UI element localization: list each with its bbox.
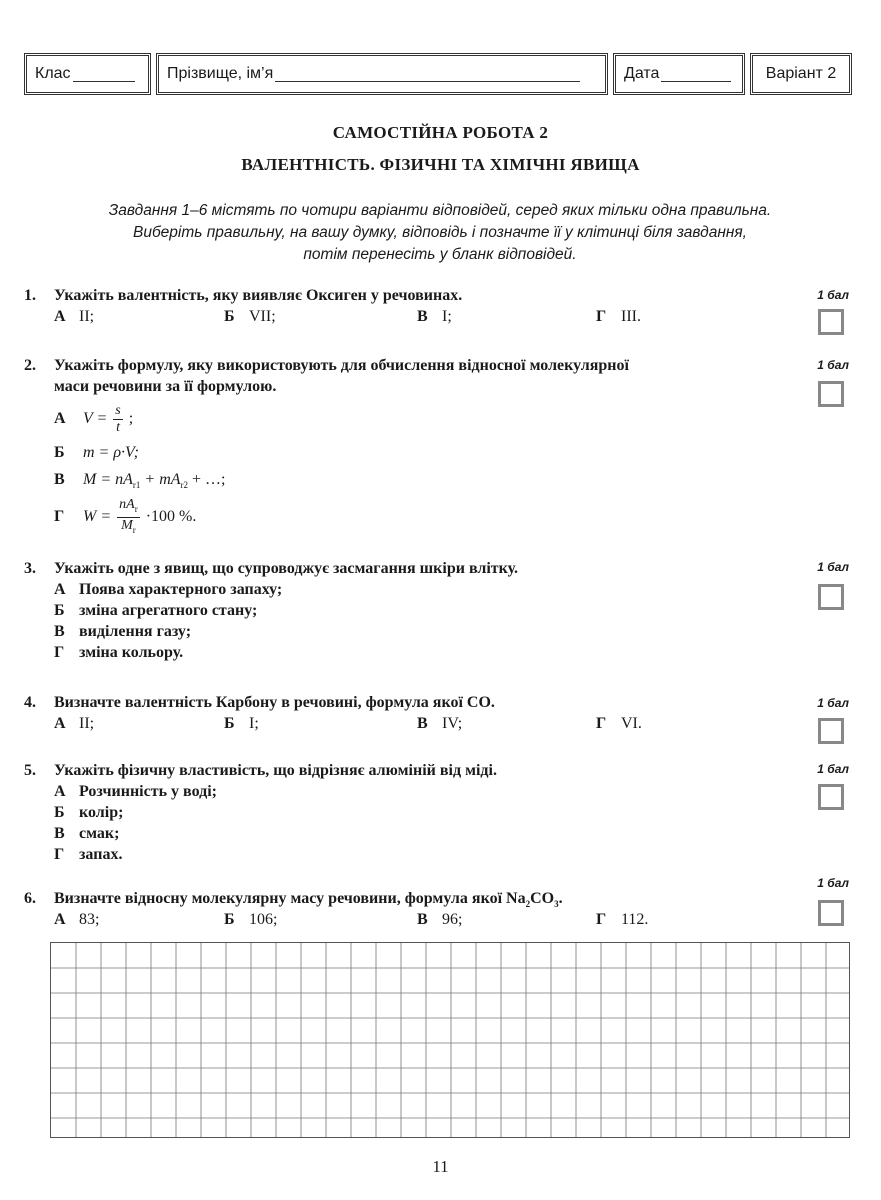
option-c[interactable] bbox=[417, 713, 462, 734]
answer-checkbox-1[interactable] bbox=[818, 309, 844, 335]
option-text: смак; bbox=[79, 825, 120, 842]
question-4 bbox=[24, 692, 804, 742]
option-letter: Б bbox=[54, 602, 65, 619]
question-text: Укажіть формулу, яку використовують для обчислення відносної молекулярної bbox=[54, 357, 629, 374]
option-letter: Б bbox=[224, 308, 235, 325]
option-b[interactable] bbox=[54, 442, 139, 463]
option-c[interactable] bbox=[54, 823, 119, 844]
answer-checkbox-3[interactable] bbox=[818, 584, 844, 610]
option-text: 96; bbox=[442, 911, 463, 928]
fraction-denominator: t bbox=[116, 420, 120, 435]
question-3 bbox=[24, 558, 804, 661]
formula-part: ·100 %. bbox=[145, 507, 197, 525]
question-number: 6. bbox=[24, 890, 36, 907]
formula-part: M = nA bbox=[83, 471, 133, 488]
option-letter: Г bbox=[54, 507, 65, 525]
option-text: зміна агрегатного стану; bbox=[79, 602, 258, 619]
option-letter: В bbox=[417, 308, 428, 325]
score-label: 1 бал bbox=[817, 876, 849, 890]
option-a[interactable] bbox=[54, 306, 94, 327]
page-subtitle: ВАЛЕНТНІСТЬ. ФІЗИЧНІ ТА ХІМІЧНІ ЯВИЩА bbox=[241, 155, 640, 174]
formula-subscript: r bbox=[132, 524, 136, 535]
option-d[interactable] bbox=[54, 642, 183, 663]
option-letter: Б bbox=[54, 444, 65, 461]
option-a[interactable] bbox=[54, 579, 282, 600]
option-letter: А bbox=[54, 581, 66, 598]
option-text: IV; bbox=[442, 715, 463, 732]
instruction-line: Виберіть правильну, на вашу думку, відповідь і позначте її у клітинці біля завдання, bbox=[133, 224, 747, 241]
option-b[interactable] bbox=[54, 802, 123, 823]
answer-checkbox-2[interactable] bbox=[818, 381, 844, 407]
option-letter: А bbox=[54, 410, 66, 428]
formula-molar-mass bbox=[83, 471, 226, 491]
option-letter: А bbox=[54, 308, 66, 325]
option-text: I; bbox=[442, 308, 452, 325]
option-text: виділення газу; bbox=[79, 623, 192, 640]
option-text: запах. bbox=[79, 846, 123, 863]
option-c[interactable] bbox=[417, 909, 462, 930]
option-text: II; bbox=[79, 715, 95, 732]
variant-label: Варіант 2 bbox=[765, 65, 837, 82]
grid-lines bbox=[51, 943, 849, 1137]
option-text: 83; bbox=[79, 911, 100, 928]
formula-subscript: 3 bbox=[554, 899, 559, 910]
question-text-part: CO bbox=[530, 890, 555, 907]
name-label: Прізвище, ім’я bbox=[167, 65, 274, 82]
question-text: Укажіть валентність, яку виявляє Оксиген у речовинах. bbox=[54, 287, 463, 304]
formula-mass: m = ρ·V; bbox=[83, 444, 139, 461]
option-letter: А bbox=[54, 911, 66, 928]
formula-part: + …; bbox=[188, 471, 226, 488]
question-number: 1. bbox=[24, 287, 36, 304]
option-d[interactable] bbox=[54, 497, 196, 538]
option-text: колір; bbox=[79, 804, 124, 821]
option-d[interactable] bbox=[54, 844, 122, 865]
option-d[interactable] bbox=[596, 713, 642, 734]
date-field[interactable] bbox=[613, 53, 745, 95]
question-number: 3. bbox=[24, 560, 36, 577]
option-b[interactable] bbox=[54, 600, 257, 621]
fraction-numerator: nA bbox=[119, 497, 135, 512]
question-text-part: . bbox=[558, 890, 563, 907]
option-b[interactable] bbox=[224, 306, 276, 327]
answer-checkbox-6[interactable] bbox=[818, 900, 844, 926]
option-c[interactable] bbox=[417, 306, 452, 327]
question-6 bbox=[24, 888, 804, 938]
option-text: Розчинність у воді; bbox=[79, 783, 217, 800]
option-text: I; bbox=[249, 715, 259, 732]
option-letter: В bbox=[417, 715, 428, 732]
option-a[interactable] bbox=[54, 403, 133, 436]
option-letter: Г bbox=[596, 308, 607, 325]
option-c[interactable] bbox=[54, 469, 226, 496]
option-text: VII; bbox=[249, 308, 276, 325]
fraction bbox=[117, 497, 140, 538]
question-text: Укажіть фізичну властивість, що відрізняє алюміній від міді. bbox=[54, 762, 497, 779]
option-letter: А bbox=[54, 783, 66, 800]
header-row bbox=[24, 53, 852, 95]
option-c[interactable] bbox=[54, 621, 191, 642]
option-letter: В bbox=[54, 825, 65, 842]
class-label: Клас bbox=[35, 65, 71, 82]
option-letter: Б bbox=[54, 804, 65, 821]
formula-subscript: r bbox=[134, 503, 138, 514]
option-letter: В bbox=[54, 623, 65, 640]
option-letter: Г bbox=[54, 846, 65, 863]
option-a[interactable] bbox=[54, 713, 94, 734]
question-number: 4. bbox=[24, 694, 36, 711]
option-b[interactable] bbox=[224, 909, 277, 930]
class-blank bbox=[73, 66, 135, 82]
page-number: 11 bbox=[432, 1157, 449, 1176]
option-d[interactable] bbox=[596, 306, 641, 327]
answer-checkbox-4[interactable] bbox=[818, 718, 844, 744]
option-letter: Б bbox=[224, 715, 235, 732]
score-label: 1 бал bbox=[817, 358, 849, 372]
option-letter: Б bbox=[224, 911, 235, 928]
formula-part: + mA bbox=[140, 471, 181, 488]
option-text: II; bbox=[79, 308, 95, 325]
option-text: Поява характерного запаху; bbox=[79, 581, 283, 598]
question-number: 2. bbox=[24, 357, 36, 374]
question-text-part: Визначте відносну молекулярну масу речовини, формула якої Na bbox=[54, 890, 526, 907]
formula-subscript: r2 bbox=[180, 480, 189, 491]
question-text: маси речовини за її формулою. bbox=[54, 378, 277, 395]
question-5 bbox=[24, 760, 804, 863]
name-blank bbox=[275, 66, 580, 82]
option-text: 112. bbox=[621, 911, 649, 928]
option-letter: А bbox=[54, 715, 66, 732]
option-text: III. bbox=[621, 308, 641, 325]
question-text: Визначте валентність Карбону в речовині, формула якої CO. bbox=[54, 694, 495, 711]
score-label: 1 бал bbox=[817, 762, 849, 776]
scratch-grid[interactable] bbox=[50, 942, 850, 1138]
name-field[interactable] bbox=[156, 53, 608, 95]
page-title: САМОСТІЙНА РОБОТА 2 bbox=[332, 123, 549, 142]
class-field[interactable] bbox=[24, 53, 151, 95]
fraction-numerator: s bbox=[115, 403, 121, 418]
fraction bbox=[113, 403, 122, 436]
score-label: 1 бал bbox=[817, 696, 849, 710]
option-letter: В bbox=[417, 911, 428, 928]
option-letter: Г bbox=[596, 715, 607, 732]
date-blank bbox=[661, 66, 731, 82]
question-number: 5. bbox=[24, 762, 36, 779]
formula-subscript: 2 bbox=[525, 899, 531, 910]
date-label: Дата bbox=[624, 65, 660, 82]
instruction-line: Завдання 1–6 містять по чотири варіанти відповідей, серед яких тільки одна правильна. bbox=[108, 202, 772, 219]
score-label: 1 бал bbox=[817, 288, 849, 302]
formula-part: ; bbox=[128, 410, 134, 428]
option-text: 106; bbox=[249, 911, 278, 928]
option-letter: Г bbox=[596, 911, 607, 928]
option-letter: В bbox=[54, 471, 65, 488]
option-text: зміна кольору. bbox=[79, 644, 184, 661]
instructions bbox=[40, 200, 840, 266]
score-label: 1 бал bbox=[817, 560, 849, 574]
option-a[interactable] bbox=[54, 781, 217, 802]
instruction-line: потім перенесіть у бланк відповідей. bbox=[303, 246, 577, 263]
option-text: VI. bbox=[621, 715, 642, 732]
question-text: Укажіть одне з явищ, що супроводжує засмагання шкіри влітку. bbox=[54, 560, 519, 577]
fraction-denominator: M bbox=[121, 517, 133, 533]
question-text bbox=[54, 888, 563, 915]
formula-part: W = bbox=[83, 507, 112, 525]
option-a[interactable] bbox=[54, 909, 99, 930]
formula-part: V = bbox=[83, 410, 108, 428]
question-2 bbox=[24, 355, 804, 535]
option-b[interactable] bbox=[224, 713, 259, 734]
option-letter: Г bbox=[54, 644, 65, 661]
option-d[interactable] bbox=[596, 909, 648, 930]
formula-speed bbox=[83, 403, 134, 435]
formula-subscript: r1 bbox=[132, 480, 141, 491]
answer-checkbox-5[interactable] bbox=[818, 784, 844, 810]
variant-box bbox=[750, 53, 852, 95]
formula-mass-fraction bbox=[83, 497, 197, 535]
question-1 bbox=[24, 285, 804, 335]
